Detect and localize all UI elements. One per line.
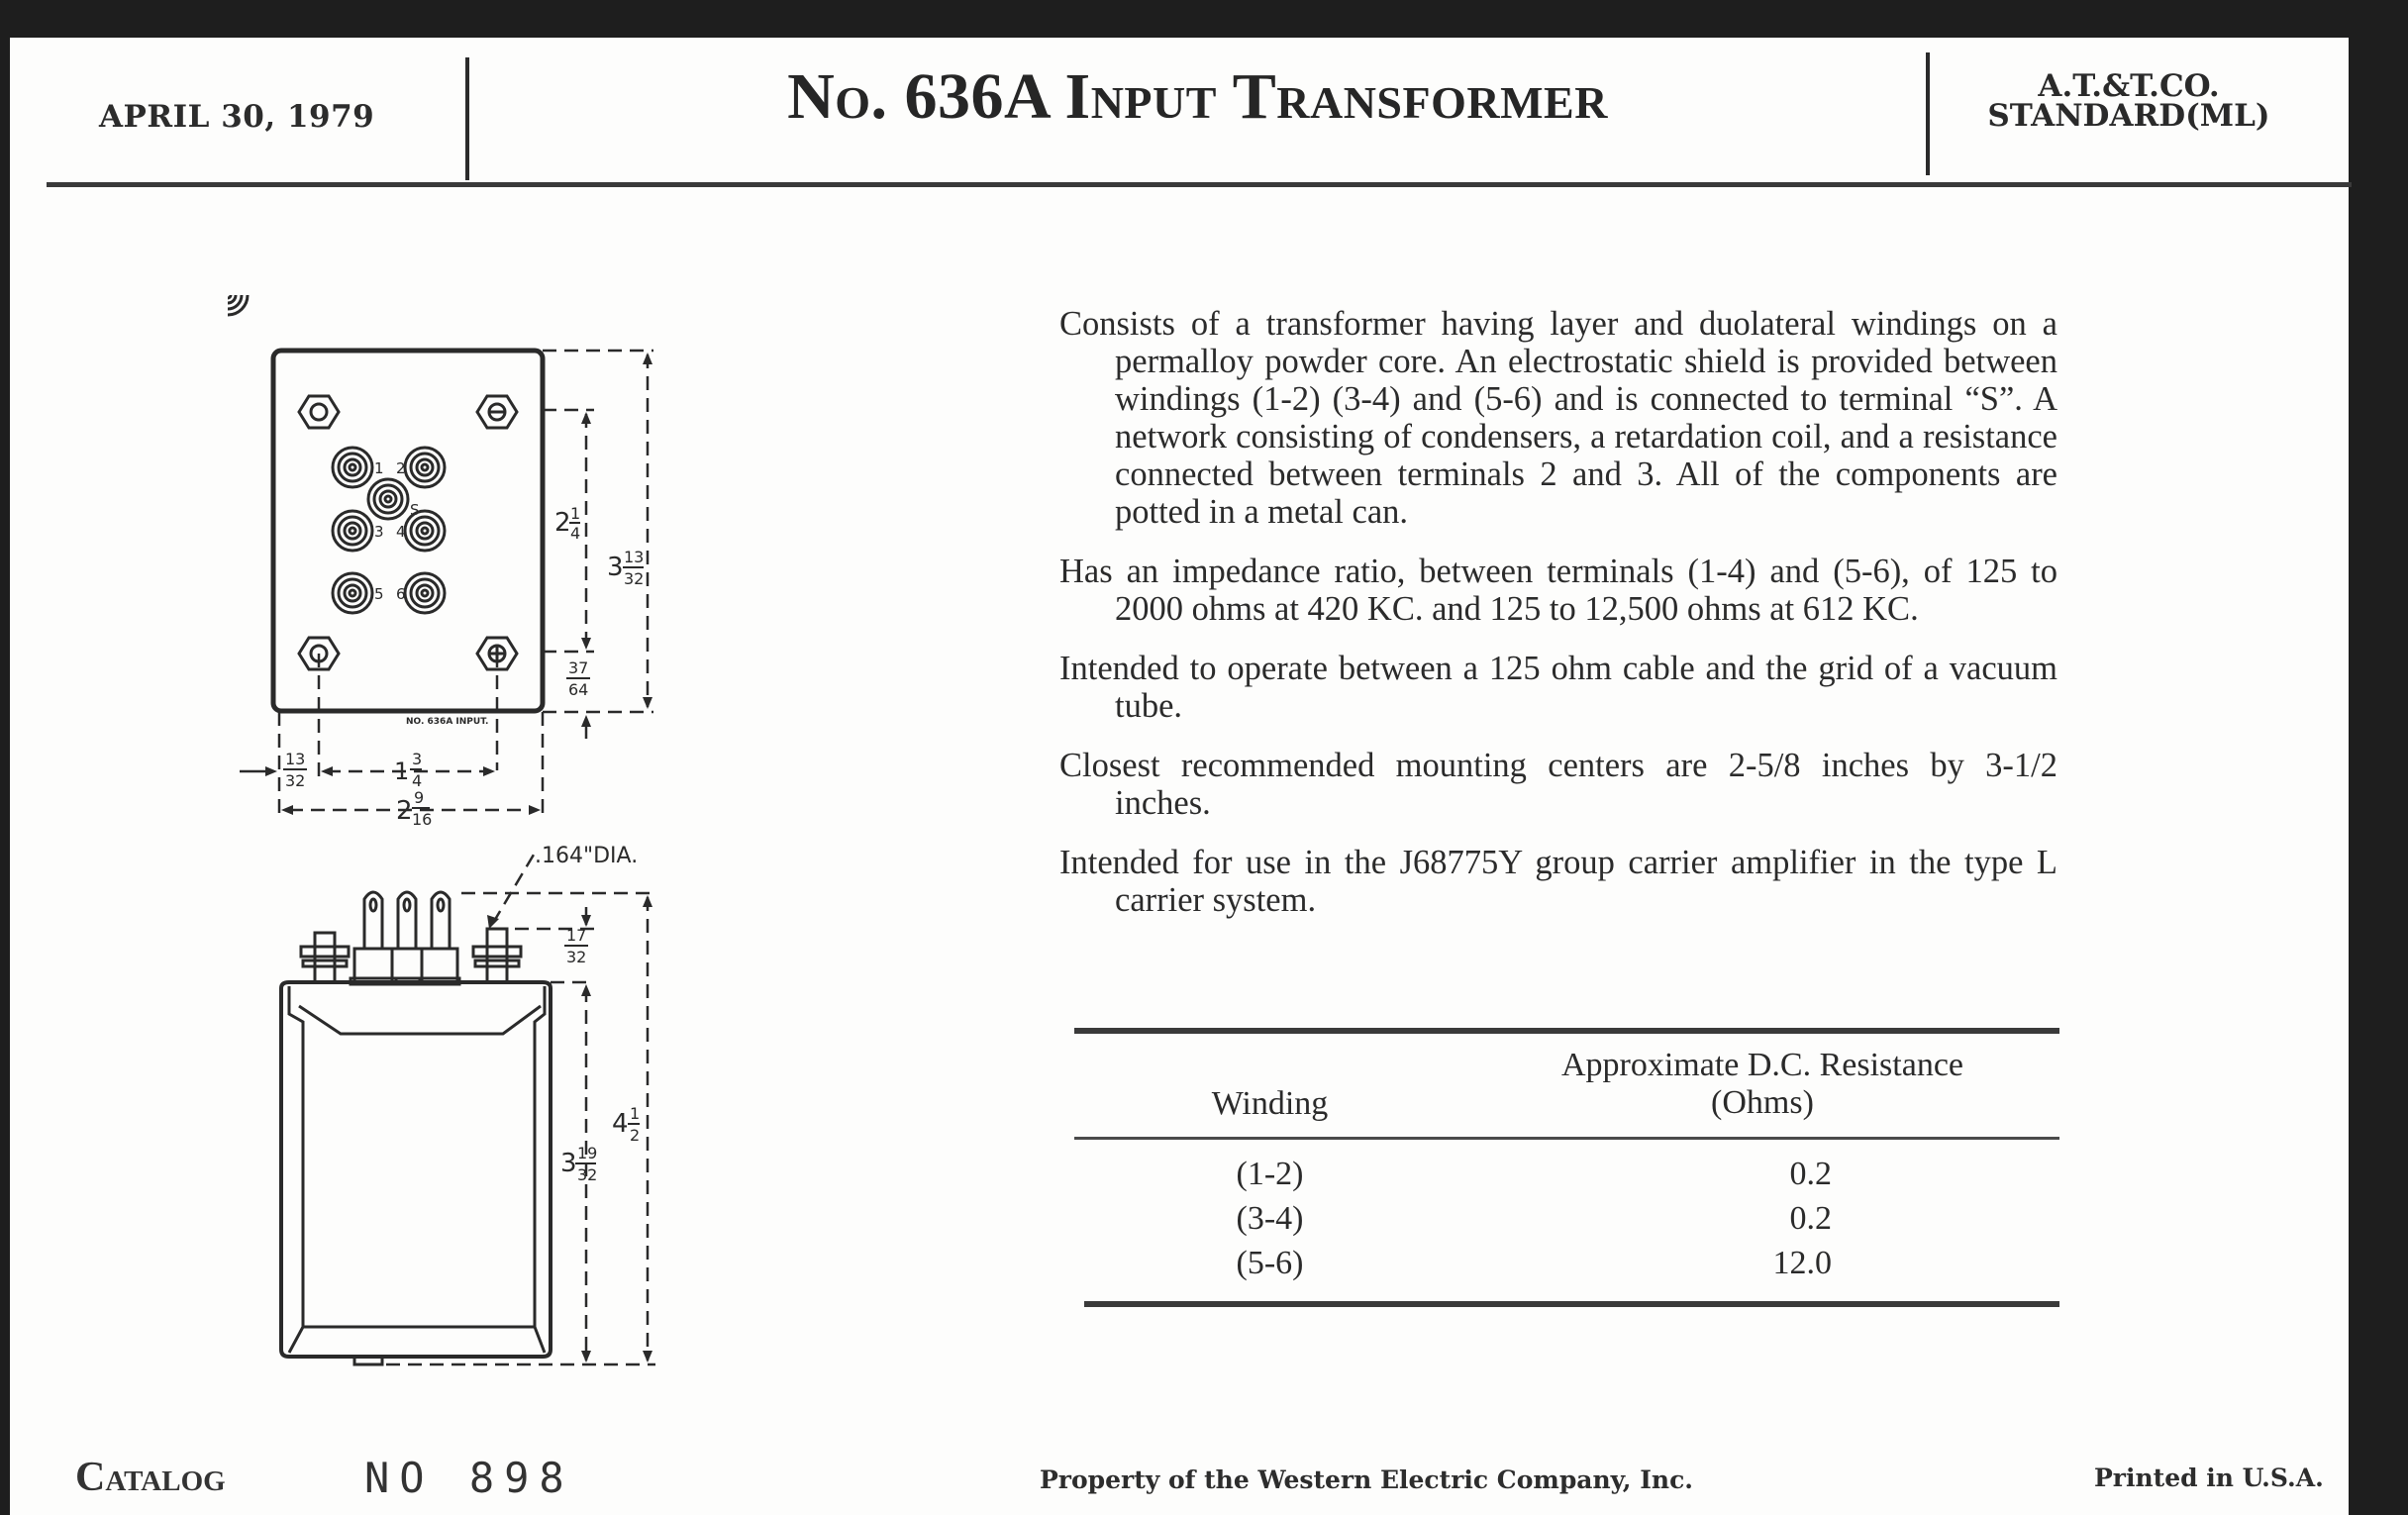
header-resistance-line1: Approximate D.C. Resistance <box>1560 1047 1964 1083</box>
svg-text:1: 1 <box>630 1104 641 1123</box>
catalog-sheet <box>10 38 2349 1515</box>
header-resistance-line2: (Ohms) <box>1711 1084 1814 1121</box>
svg-text:19: 19 <box>577 1144 598 1162</box>
terminal-label: 4 <box>396 523 406 541</box>
standard-company: A.T.&T.CO. <box>2038 68 2220 104</box>
svg-text:1: 1 <box>570 504 581 523</box>
resistance-table <box>1074 1028 2059 1307</box>
standard-designation: STANDARD(ML) <box>1987 98 2270 134</box>
svg-text:32: 32 <box>577 1165 598 1184</box>
header-resistance <box>1465 1047 2059 1122</box>
hex-nut-icon <box>299 396 339 428</box>
cell-winding: (1-2) <box>1236 1156 1304 1192</box>
dim-overall-width <box>396 788 432 829</box>
description-paragraph: Has an impedance ratio, between terminals (1-4) and (5-6), of 125 to 2000 ohms at 420 KC. and 125 to 12,500 ohms at 612 KC. <box>1059 553 2057 628</box>
standard-block <box>1931 68 2327 134</box>
header-winding: Winding <box>1211 1085 1329 1122</box>
cell-winding: (3-4) <box>1236 1200 1304 1237</box>
terminal-label: 2 <box>396 459 406 477</box>
header-divider <box>1926 52 1930 175</box>
nameplate-label: NO. 636A INPUT. <box>406 717 489 727</box>
terminal-label: 1 <box>374 459 384 477</box>
table-row <box>1074 1156 2059 1200</box>
terminal-label: S <box>410 501 420 519</box>
description <box>1059 305 2057 941</box>
dim-stud-height <box>564 926 588 966</box>
catalog-label: Catalog <box>75 1455 226 1500</box>
hex-nut-icon <box>477 396 517 428</box>
terminal-icon <box>368 479 408 519</box>
transformer-drawing <box>228 295 743 1404</box>
svg-text:32: 32 <box>285 771 306 790</box>
description-paragraph: Consists of a transformer having layer and duolateral windings on a permalloy powder core. An electrostatic shield is provided between windings (1-2) (3-4) and (5-6) and is connected to terminal “S”. A network consisting of condensers, a retardation coil, and a resistance connected between terminals 2 and 3. All of the components are potted in a metal can. <box>1059 305 2057 531</box>
cell-ohms: 0.2 <box>1789 1200 1832 1237</box>
svg-text:4: 4 <box>612 1109 629 1139</box>
ownership-notice: Property of the Western Electric Company, Inc. <box>1040 1465 1694 1494</box>
cell-ohms: 0.2 <box>1789 1156 1832 1192</box>
svg-text:16: 16 <box>412 810 433 829</box>
terminal-icon <box>333 448 372 487</box>
terminal-icon <box>333 573 372 613</box>
description-paragraph: Closest recommended mounting centers are 2-5/8 inches by 3-1/2 inches. <box>1059 747 2057 822</box>
dim-hole-spacing-horizontal <box>394 750 422 790</box>
svg-text:37: 37 <box>568 658 589 677</box>
solder-lug-icon <box>420 892 459 984</box>
svg-text:13: 13 <box>624 548 645 566</box>
solder-lug-icon <box>392 892 422 984</box>
svg-text:2: 2 <box>554 508 571 538</box>
svg-text:2: 2 <box>630 1126 641 1145</box>
printed-notice: Printed in U.S.A. <box>2094 1464 2324 1492</box>
mounting-stud-icon <box>473 929 521 982</box>
svg-text:32: 32 <box>624 569 645 588</box>
mounting-stud-icon <box>301 933 349 982</box>
table-header <box>1074 1034 2059 1129</box>
cell-winding: (5-6) <box>1236 1245 1304 1281</box>
dim-can-height <box>560 1144 597 1184</box>
terminal-label: 6 <box>396 585 406 603</box>
svg-text:4: 4 <box>412 771 423 790</box>
table-row <box>1074 1245 2059 1289</box>
dim-bottom-offset <box>566 658 590 699</box>
table-row <box>1074 1200 2059 1245</box>
dim-overall-height-side <box>612 1104 640 1145</box>
svg-text:4: 4 <box>570 524 581 543</box>
terminal-icon <box>333 511 372 551</box>
svg-text:2: 2 <box>396 796 413 826</box>
terminal-label: 5 <box>374 585 384 603</box>
description-paragraph: Intended for use in the J68775Y group carrier amplifier in the type L carrier system. <box>1059 844 2057 919</box>
svg-text:3: 3 <box>412 750 423 768</box>
cell-ohms: 12.0 <box>1772 1245 1832 1281</box>
terminal-icon <box>405 448 445 487</box>
dim-left-offset <box>283 750 307 790</box>
header-rule <box>47 182 2352 187</box>
svg-text:64: 64 <box>568 680 589 699</box>
page-title: No. 636A Input Transformer <box>787 60 1608 133</box>
terminal-icon <box>228 295 248 315</box>
terminal-icon <box>405 573 445 613</box>
stud-callout: .164"DIA. <box>535 844 639 868</box>
solder-lug-icon <box>351 892 396 984</box>
dim-hole-spacing-vertical <box>554 504 580 543</box>
svg-text:17: 17 <box>566 926 587 945</box>
side-view-outline <box>281 850 655 1364</box>
svg-text:32: 32 <box>566 948 587 966</box>
svg-text:3: 3 <box>560 1149 577 1178</box>
svg-text:3: 3 <box>607 553 624 582</box>
description-paragraph: Intended to operate between a 125 ohm cable and the grid of a vacuum tube. <box>1059 650 2057 725</box>
svg-text:9: 9 <box>414 788 425 807</box>
issue-date: APRIL 30, 1979 <box>99 99 375 135</box>
dim-overall-height-top <box>607 548 644 588</box>
terminal-label: 3 <box>374 523 384 541</box>
catalog-number: NO 898 <box>364 1454 574 1502</box>
svg-text:1: 1 <box>394 758 410 785</box>
table-rule <box>1084 1301 2059 1307</box>
svg-text:13: 13 <box>285 750 306 768</box>
